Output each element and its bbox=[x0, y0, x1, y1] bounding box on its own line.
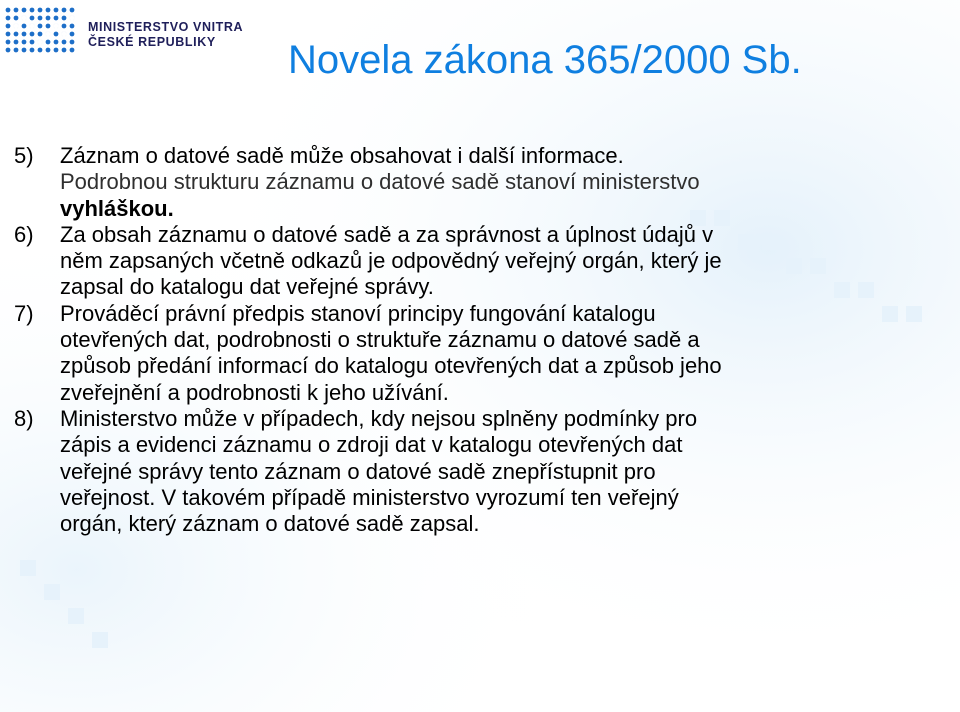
item-text-line: něm zapsaných včetně odkazů je odpovědný veřejný orgán, který je bbox=[60, 248, 722, 274]
provision-item-7 bbox=[14, 301, 914, 406]
item-text-line: Podrobnou strukturu záznamu o datové sadě stanoví ministerstvo bbox=[60, 169, 700, 195]
slide-title: Novela zákona 365/2000 Sb. bbox=[288, 38, 802, 82]
item-number: 7) bbox=[14, 300, 34, 326]
item-number: 6) bbox=[14, 221, 34, 247]
item-text-line: veřejnost. V takovém případě ministerstvo vyrozumí ten veřejný bbox=[60, 484, 679, 510]
item-text-line: zápis a evidenci záznamu o zdroji dat v katalogu otevřených dat bbox=[60, 432, 683, 458]
logo-text-line-1: MINISTERSTVO VNITRA bbox=[88, 20, 244, 34]
item-text-line: orgán, který záznam o datové sadě zapsal. bbox=[60, 511, 480, 537]
item-text-line: vyhláškou. bbox=[60, 195, 174, 221]
item-text-line: Ministerstvo může v případech, kdy nejsou splněny podmínky pro bbox=[60, 405, 698, 431]
provision-item-5 bbox=[14, 143, 914, 222]
item-text-line: zapsal do katalogu dat veřejné správy. bbox=[60, 274, 434, 300]
provision-list bbox=[14, 143, 914, 537]
item-text-line: veřejné správy tento záznam o datové sadě znepřístupnit pro bbox=[60, 458, 656, 484]
provision-item-8 bbox=[14, 406, 914, 537]
logo-dot-grid-icon bbox=[2, 2, 86, 58]
item-text-line: způsob předání informací do katalogu otevřených dat a způsob jeho bbox=[60, 353, 722, 379]
item-text-line: Za obsah záznamu o datové sadě a za správnost a úplnost údajů v bbox=[60, 221, 714, 247]
item-text-line: Záznam o datové sadě může obsahovat i další informace. bbox=[60, 143, 624, 168]
provision-item-6 bbox=[14, 222, 914, 301]
item-text-line: otevřených dat, podrobnosti o struktuře záznamu o datové sadě a bbox=[60, 327, 700, 353]
item-number: 5) bbox=[14, 143, 34, 168]
ministry-logo bbox=[2, 2, 252, 58]
item-text-line: Prováděcí právní předpis stanoví principy fungování katalogu bbox=[60, 300, 656, 326]
item-text-line: zveřejnění a podrobnosti k jeho užívání. bbox=[60, 379, 449, 405]
item-number: 8) bbox=[14, 405, 34, 431]
logo-text-line-2: ČESKÉ REPUBLIKY bbox=[88, 35, 216, 49]
